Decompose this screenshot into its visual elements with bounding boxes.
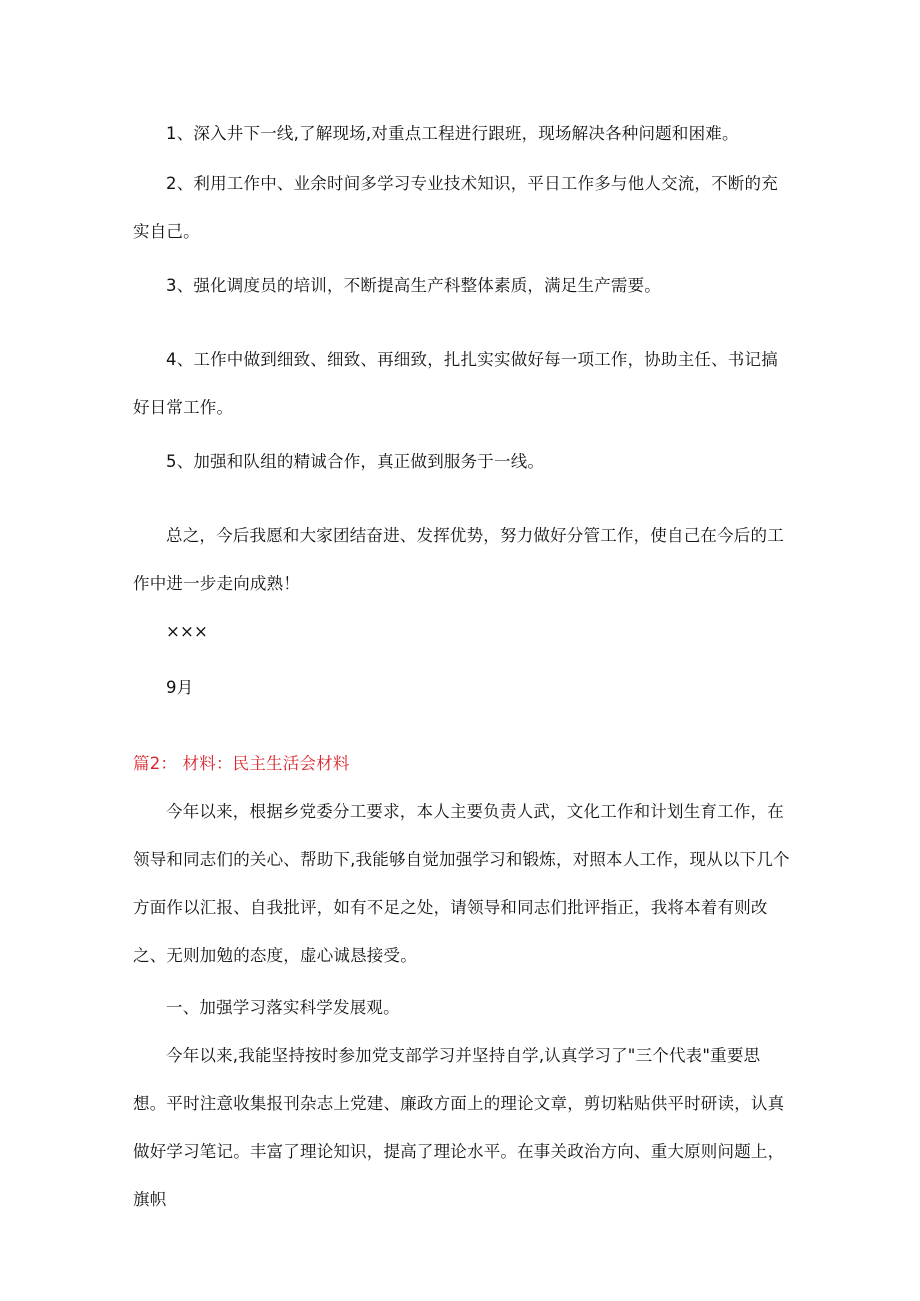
intro-paragraph: 今年以来，根据乡党委分工要求，本人主要负责人武，文化工作和计划生育工作，在领导和同志们的关心、帮助下,我能够自觉加强学习和锻炼，对照本人工作，现从以下几个方面作以汇报、自我批评，如有不足之处，请领导和同志们批评指正，我将本着有则改之、无则加勉的态度，虚心诚恳接受。: [133, 802, 790, 965]
list-item-5: 5、加强和队组的精诚合作，真正做到服务于一线。: [166, 452, 545, 471]
section-heading: 篇2： 材料：民主生活会材料: [133, 754, 350, 773]
signature: ×××: [166, 622, 209, 641]
subheading: 一、加强学习落实科学发展观。: [166, 998, 400, 1017]
list-item-1: 1、深入井下一线,了解现场,对重点工程进行跟班，现场解决各种问题和困难。: [166, 124, 739, 143]
body-paragraph: 今年以来,我能坚持按时参加党支部学习并坚持自学,认真学习了"三个代表"重要思想。平时注意收集报刊杂志上党建、廉政方面上的理论文章，剪切粘贴供平时研读，认真做好学习笔记。丰富了理论知识，提高了理论水平。在事关政治方向、重大原则问题上，旗帜: [133, 1046, 785, 1209]
list-item-3: 3、强化调度员的培训，不断提高生产科整体素质，满足生产需要。: [166, 276, 661, 295]
list-item-2: 2、利用工作中、业余时间多学习专业技术知识，平日工作多与他人交流，不断的充实自己。: [133, 174, 778, 241]
date-line: 9月: [166, 678, 194, 697]
list-item-4: 4、工作中做到细致、细致、再细致，扎扎实实做好每一项工作，协助主任、书记搞好日常工作。: [133, 350, 778, 417]
conclusion-paragraph: 总之，今后我愿和大家团结奋进、发挥优势，努力做好分管工作，使自己在今后的工作中进一步走向成熟！: [133, 526, 784, 593]
